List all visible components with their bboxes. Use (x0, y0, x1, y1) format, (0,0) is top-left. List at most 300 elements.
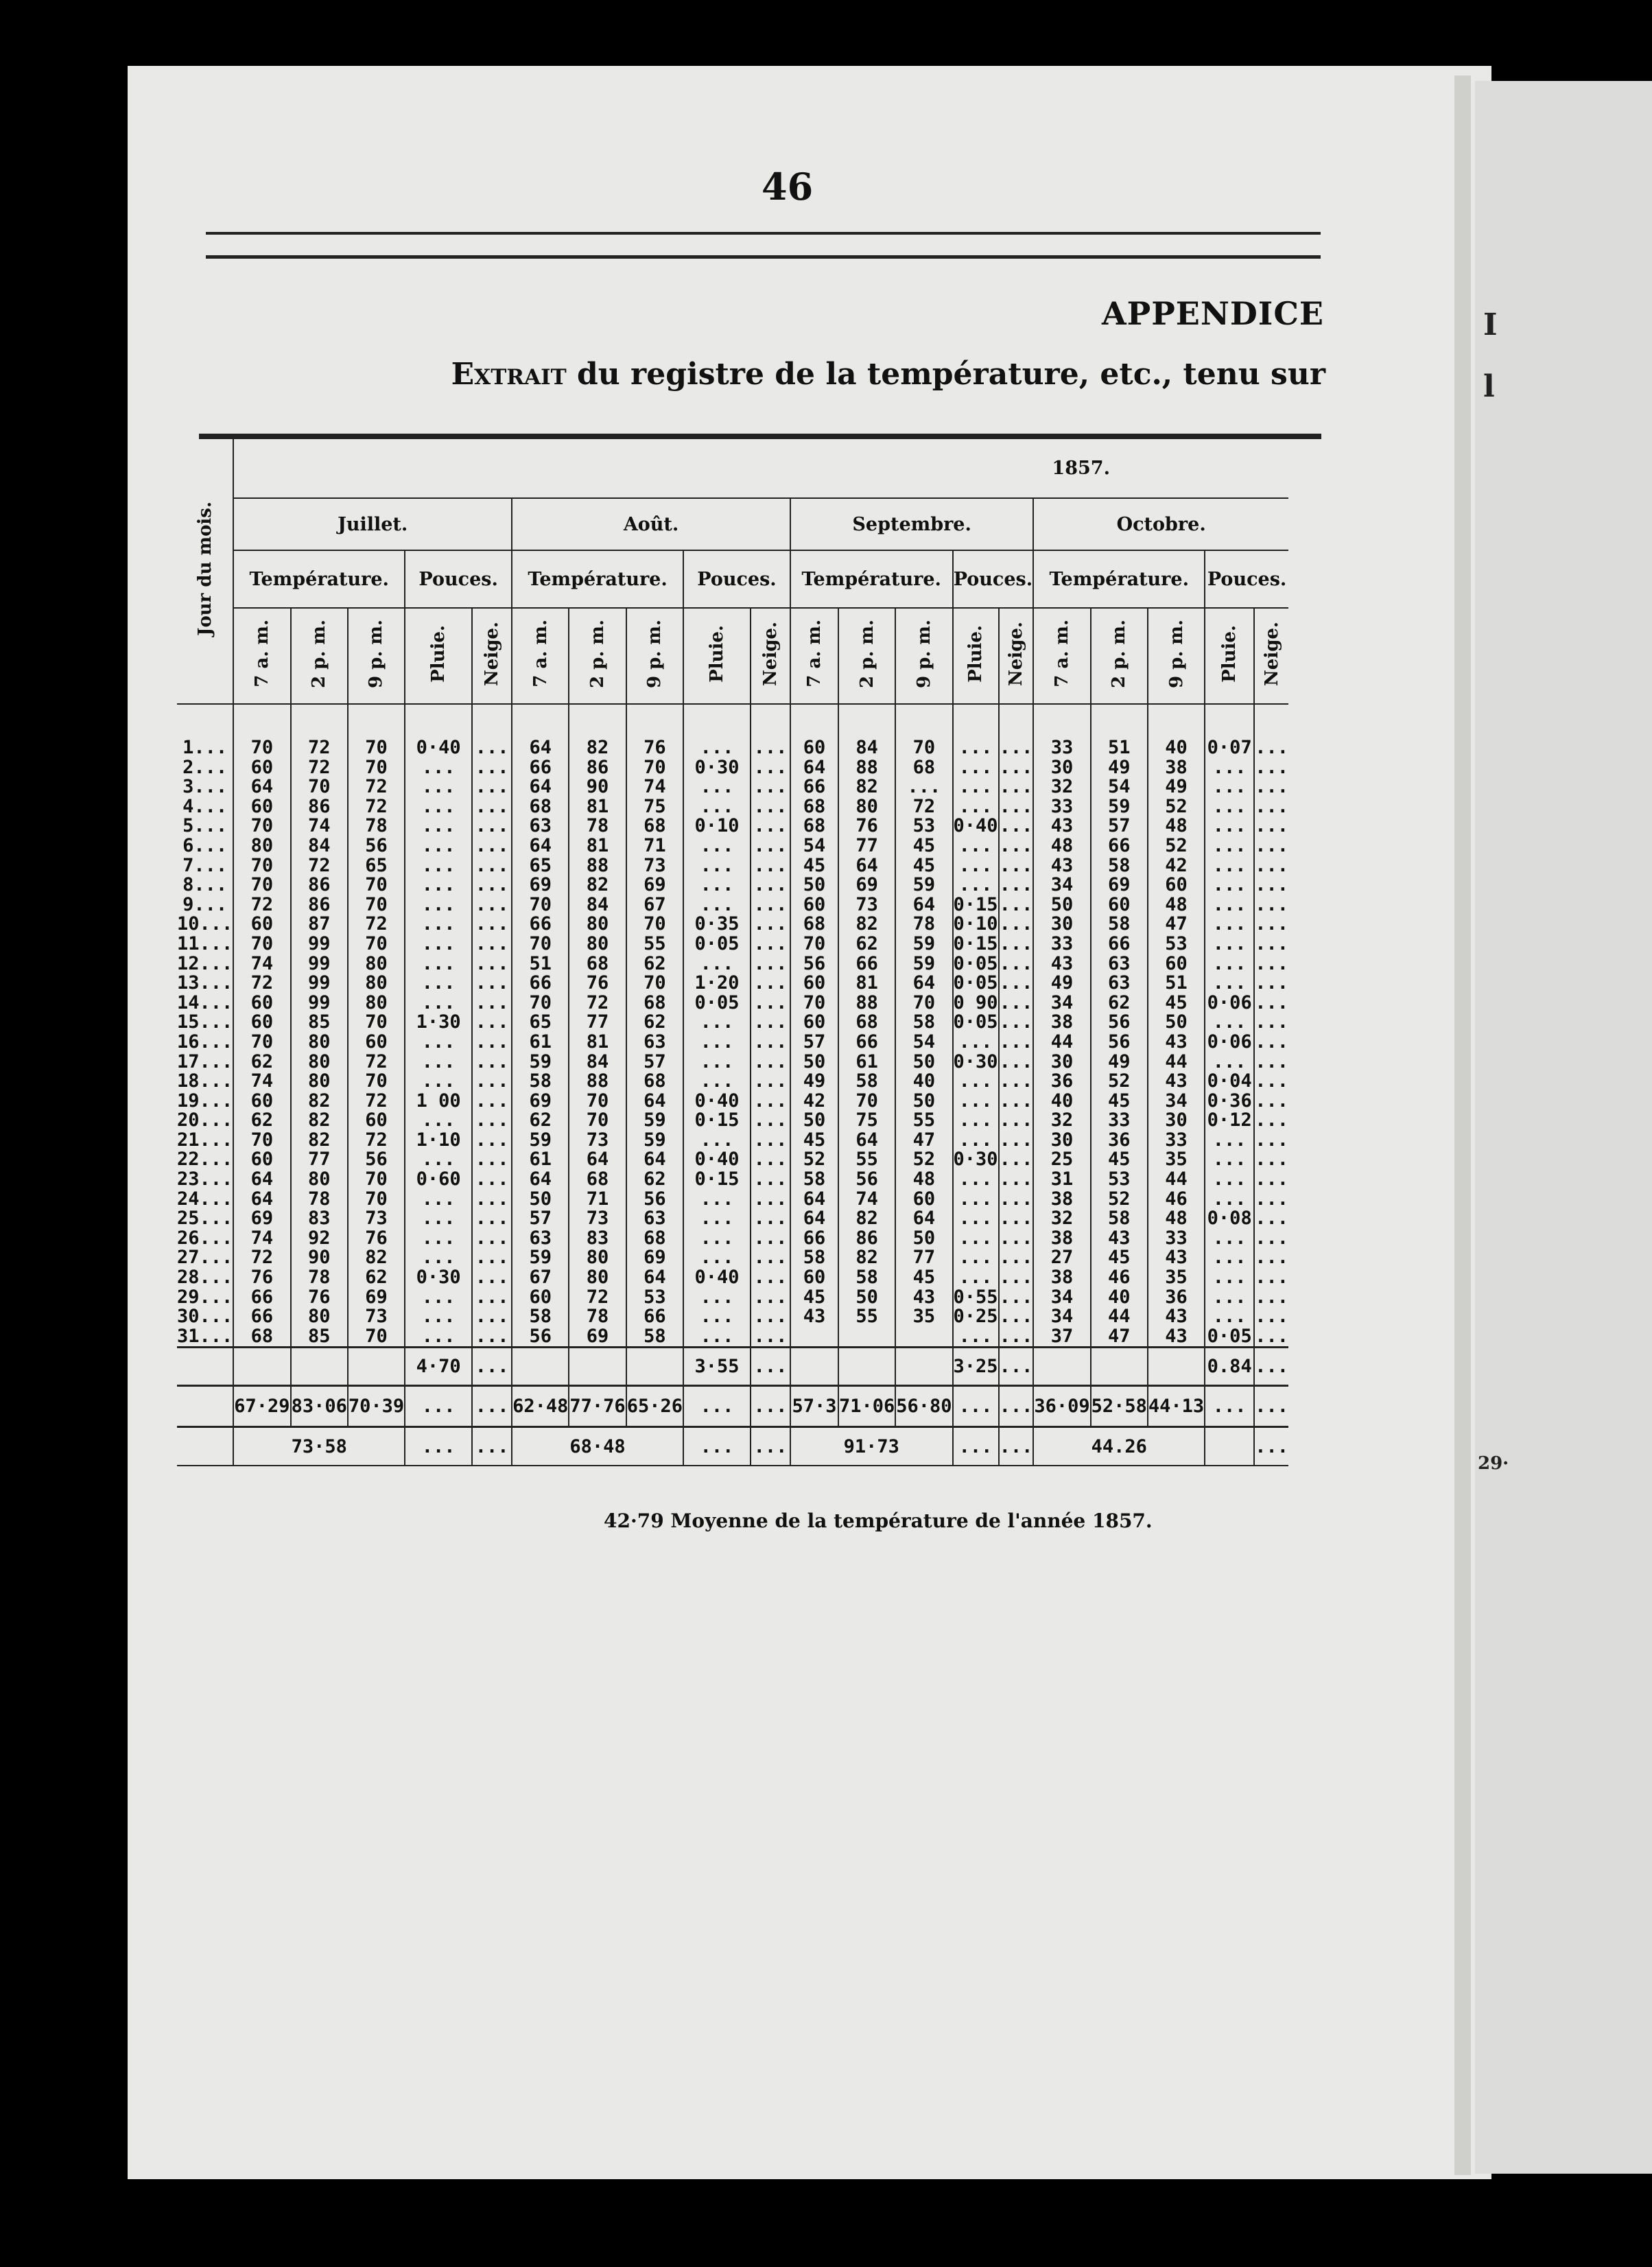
table-cell: ... (472, 1268, 512, 1288)
table-cell: ... (683, 856, 751, 876)
table-cell: ... (1255, 1090, 1288, 1112)
table-cell: 76 (569, 974, 626, 994)
table-cell: ... (999, 815, 1033, 837)
table-cell: 70 (626, 974, 683, 994)
table-cell: ... (999, 1031, 1033, 1053)
table-cell: 66 (512, 915, 569, 935)
table-cell: 1 00 (405, 1092, 472, 1112)
table-cell: 71 (626, 836, 683, 856)
table-cell: 69 (1091, 876, 1148, 895)
day-label: 25... (177, 1208, 233, 1230)
table-cell: ... (999, 1011, 1033, 1033)
overall-mean: 68·48 (512, 1427, 683, 1466)
table-cell: 0 90 (953, 991, 998, 1013)
table-cell: ... (999, 1050, 1033, 1072)
overall-pluie (1205, 1427, 1254, 1466)
table-cell: 0·07 (1205, 738, 1254, 758)
table-cell: 0·55 (953, 1286, 998, 1308)
table-cell: 27 (1033, 1248, 1090, 1268)
table-cell: 64 (512, 1170, 569, 1190)
table-cell: ... (1255, 874, 1288, 896)
table-cell: ... (751, 1150, 790, 1170)
table-cell: 82 (569, 738, 626, 758)
table-cell: 53 (1091, 1170, 1148, 1190)
table-cell: ... (751, 1013, 790, 1033)
table-cell: 70 (233, 935, 290, 954)
table-cell: 56 (1091, 1013, 1148, 1033)
table-cell: ... (472, 1209, 512, 1229)
table-cell: 52 (1148, 797, 1205, 817)
table-cell: 81 (838, 974, 895, 994)
facing-page (1475, 81, 1652, 2174)
day-label: 19... (177, 1090, 233, 1112)
table-cell: 72 (291, 758, 348, 778)
table-cell: 73 (348, 1209, 405, 1229)
table-cell: ... (999, 874, 1033, 896)
table-cell: ... (472, 1327, 512, 1348)
day-label: 7... (182, 854, 228, 876)
table-cell: 70 (348, 895, 405, 915)
table-cell: ... (472, 836, 512, 856)
table-cell: 43 (1033, 856, 1090, 876)
table-cell: 62 (626, 954, 683, 974)
table-cell: 85 (291, 1327, 348, 1348)
table-cell: 0·08 (1205, 1209, 1254, 1229)
table-cell: 82 (348, 1248, 405, 1268)
page-gutter (1454, 75, 1471, 2175)
caption-rest: du registre de la température, etc., tenu sur (566, 357, 1325, 392)
table-cell: 83 (569, 1229, 626, 1249)
table-cell: ... (751, 1268, 790, 1288)
table-cell: 68 (569, 954, 626, 974)
table-cell: 72 (348, 915, 405, 935)
table-cell: 58 (1091, 856, 1148, 876)
table-cell: 33 (1033, 935, 1090, 954)
table-cell: ... (953, 1131, 999, 1151)
table-cell: 42 (1148, 856, 1205, 876)
table-cell: 80 (838, 797, 895, 817)
table-cell: 70 (569, 1111, 626, 1131)
table-cell: 70 (512, 935, 569, 954)
table-cell: 77 (895, 1248, 952, 1268)
page-number: 46 (762, 165, 814, 209)
table-cell: 0·60 (405, 1170, 472, 1190)
table-cell: ... (999, 1208, 1033, 1230)
table-cell: ... (1205, 1307, 1254, 1327)
overall-pluie: ... (953, 1427, 999, 1466)
table-cell: ... (683, 954, 751, 974)
overall-pluie: ... (405, 1427, 472, 1466)
table-cell (790, 1327, 838, 1348)
table-cell: 48 (1148, 895, 1205, 915)
table-cell: 77 (569, 1013, 626, 1033)
day-label: 28... (177, 1267, 233, 1289)
overall-neige: ... (1254, 1427, 1288, 1466)
table-cell: 51 (512, 954, 569, 974)
facing-page-fragment: l (1483, 369, 1495, 404)
table-cell: 0·35 (683, 915, 751, 935)
table-cell: ... (1205, 954, 1254, 974)
table-cell: ... (405, 777, 472, 797)
day-label: 15... (177, 1011, 233, 1033)
table-cell: 40 (1033, 1092, 1090, 1112)
table-cell: 45 (895, 836, 952, 856)
table-cell: 34 (1033, 994, 1090, 1013)
table-cell: 62 (626, 1013, 683, 1033)
table-cell: 60 (790, 895, 838, 915)
table-cell: ... (999, 1070, 1033, 1092)
day-label: 26... (177, 1227, 233, 1249)
overall-neige: ... (999, 1427, 1034, 1466)
table-cell: ... (1205, 1190, 1254, 1210)
table-cell: ... (751, 797, 790, 817)
column-header: 7 a. m. (1051, 620, 1072, 688)
table-cell: 70 (895, 994, 952, 1013)
table-cell: 90 (569, 777, 626, 797)
table-cell: 38 (1033, 1229, 1090, 1249)
table-cell: ... (472, 1053, 512, 1072)
table-cell: 66 (838, 954, 895, 974)
table-cell: ... (1255, 991, 1288, 1013)
table-cell: ... (999, 1286, 1033, 1308)
table-cell: 78 (291, 1268, 348, 1288)
table-cell: 42 (790, 1092, 838, 1112)
table-cell: ... (999, 1325, 1033, 1347)
table-cell: 88 (838, 994, 895, 1013)
table-cell: 35 (895, 1307, 952, 1327)
table-cell: ... (999, 932, 1033, 954)
table-cell: ... (683, 1288, 751, 1308)
table-cell: ... (1205, 1150, 1254, 1170)
table-cell: 74 (291, 817, 348, 836)
table-cell: 87 (291, 915, 348, 935)
table-cell: ... (999, 1168, 1033, 1190)
table-cell: 63 (1091, 954, 1148, 974)
table-cell: ... (405, 1111, 472, 1131)
overall-neige: ... (751, 1427, 790, 1466)
table-cell: ... (953, 1268, 999, 1288)
table-cell: 63 (1091, 974, 1148, 994)
table-cell: 86 (291, 895, 348, 915)
day-column-header: Jour du mois. (194, 502, 215, 636)
table-cell: 68 (233, 1327, 290, 1348)
table-cell: 82 (838, 1248, 895, 1268)
mean-cell: 77·76 (569, 1386, 626, 1427)
table-cell: 43 (1148, 1307, 1205, 1327)
table-cell: 59 (626, 1131, 683, 1151)
column-header: Pluie. (428, 624, 449, 683)
table-cell: 62 (1091, 994, 1148, 1013)
table-cell: 43 (895, 1288, 952, 1308)
table-cell: ... (999, 991, 1033, 1013)
table-cell: ... (999, 756, 1033, 778)
table-cell: ... (405, 935, 472, 954)
table-cell: 60 (233, 1150, 290, 1170)
table-cell: ... (405, 856, 472, 876)
table-cell: 73 (626, 856, 683, 876)
table-cell: ... (953, 1092, 999, 1112)
table-cell: 71 (569, 1190, 626, 1210)
table-cell: ... (472, 935, 512, 954)
table-cell: ... (405, 1229, 472, 1249)
table-cell: 70 (348, 1190, 405, 1210)
table-cell: 81 (569, 1033, 626, 1053)
table-cell: 65 (348, 856, 405, 876)
table-cell: 66 (1091, 935, 1148, 954)
table-cell: 66 (626, 1307, 683, 1327)
table-cell: ... (1255, 1109, 1288, 1131)
table-cell: 0·15 (953, 893, 998, 915)
day-label: 2... (182, 756, 228, 778)
table-cell: 99 (291, 974, 348, 994)
table-cell: 78 (569, 1307, 626, 1327)
table-cell: 60 (1148, 876, 1205, 895)
table-cell: 37 (1033, 1327, 1090, 1348)
table-cell: 48 (895, 1170, 952, 1190)
table-cell: 68 (626, 1229, 683, 1249)
table-cell: ... (405, 915, 472, 935)
overall-mean: 44.26 (1033, 1427, 1205, 1466)
table-cell: 59 (895, 935, 952, 954)
table-cell: 68 (512, 797, 569, 817)
table-cell: ... (1255, 1050, 1288, 1072)
day-label: 31... (177, 1325, 233, 1347)
table-cell: ... (953, 856, 999, 876)
year-header: 1857. (233, 439, 1288, 498)
table-cell: 74 (626, 777, 683, 797)
table-cell: ... (472, 876, 512, 895)
column-header: 9 p. m. (913, 619, 934, 688)
table-cell: 33 (1033, 797, 1090, 817)
column-header: Neige. (1261, 621, 1282, 686)
mean-cell: 57·3 (790, 1386, 838, 1427)
table-cell: ... (751, 856, 790, 876)
table-cell: ... (683, 1248, 751, 1268)
table-top-rule (199, 434, 1321, 439)
table-cell: 73 (348, 1307, 405, 1327)
table-cell: 0·05 (1205, 1327, 1254, 1348)
table-cell: ... (999, 834, 1033, 856)
table-cell: ... (1255, 1208, 1288, 1230)
mean-cell: 44·13 (1148, 1386, 1205, 1427)
table-cell: 78 (895, 915, 952, 935)
table-cell: 52 (1091, 1190, 1148, 1210)
table-cell: ... (683, 1229, 751, 1249)
total-neige: ... (472, 1348, 512, 1386)
table-cell: 56 (790, 954, 838, 974)
table-cell: 60 (1148, 954, 1205, 974)
day-label: 22... (177, 1149, 233, 1171)
table-cell: 44 (1148, 1170, 1205, 1190)
table-cell: ... (472, 1229, 512, 1249)
table-cell: 70 (233, 876, 290, 895)
table-cell: ... (1255, 815, 1288, 837)
table-cell: 84 (569, 1053, 626, 1072)
column-header: 2 p. m. (1109, 619, 1130, 688)
table-cell: 63 (626, 1209, 683, 1229)
table-cell: 70 (626, 758, 683, 778)
table-cell: 72 (348, 797, 405, 817)
table-cell: 70 (233, 817, 290, 836)
table-cell: 49 (790, 1072, 838, 1092)
table-cell: 54 (1091, 777, 1148, 797)
table-cell: 70 (838, 1092, 895, 1112)
table-cell: 64 (895, 895, 952, 915)
table-cell: ... (1205, 895, 1254, 915)
table-cell: 34 (1033, 1288, 1090, 1308)
month-header: Août. (512, 498, 790, 550)
annual-mean-note: 42·79 Moyenne de la température de l'année 1857. (604, 1510, 1153, 1532)
table-cell: 51 (1091, 738, 1148, 758)
total-neige: ... (751, 1348, 790, 1386)
table-cell: ... (751, 876, 790, 895)
pouces-group-header: Pouces. (405, 550, 512, 608)
table-cell: ... (999, 1267, 1033, 1289)
table-cell: 64 (895, 1209, 952, 1229)
table-cell: 77 (291, 1150, 348, 1170)
table-cell: ... (1205, 777, 1254, 797)
table-cell: ... (999, 893, 1033, 915)
table-cell: 50 (1033, 895, 1090, 915)
table-cell: ... (953, 1072, 999, 1092)
table-cell: ... (405, 758, 472, 778)
table-cell: 66 (512, 974, 569, 994)
table-cell: 68 (626, 1072, 683, 1092)
table-cell: 82 (838, 915, 895, 935)
table-cell: 56 (1091, 1033, 1148, 1053)
table-cell: 69 (348, 1288, 405, 1308)
table-cell: ... (1255, 1247, 1288, 1269)
table-cell: ... (895, 777, 952, 797)
table-cell: ... (999, 913, 1033, 935)
overall-mean: 73·58 (233, 1427, 405, 1466)
table-cell: 60 (233, 915, 290, 935)
table-cell: 0·40 (683, 1092, 751, 1112)
table-cell: ... (1255, 1149, 1288, 1171)
table-cell: 45 (1148, 994, 1205, 1013)
table-cell: ... (1255, 1267, 1288, 1289)
total-neige: ... (999, 1348, 1034, 1386)
pouces-group-header: Pouces. (1205, 550, 1288, 608)
table-cell: ... (1255, 756, 1288, 778)
table-cell: 57 (1091, 817, 1148, 836)
table-cell: ... (472, 915, 512, 935)
table-cell: 82 (291, 1092, 348, 1112)
table-cell: 46 (1091, 1268, 1148, 1288)
table-cell: 52 (1091, 1072, 1148, 1092)
table-cell: ... (683, 1190, 751, 1210)
table-cell: 58 (790, 1170, 838, 1190)
table-cell: 72 (233, 1248, 290, 1268)
table-cell: 0·05 (953, 1011, 998, 1033)
column-header: Pluie. (706, 624, 727, 683)
table-cell: 82 (291, 1131, 348, 1151)
table-cell: 60 (348, 1033, 405, 1053)
table-cell: 58 (790, 1248, 838, 1268)
table-cell: 67 (626, 895, 683, 915)
table-cell: ... (953, 758, 999, 778)
table-cell: 76 (838, 817, 895, 836)
table-cell: ... (1255, 913, 1288, 935)
column-header: 2 p. m. (587, 619, 609, 688)
table-cell: 47 (1091, 1327, 1148, 1348)
table-cell: 0·40 (683, 1268, 751, 1288)
table-cell: 70 (348, 1013, 405, 1033)
table-cell: 62 (348, 1268, 405, 1288)
table-cell: ... (953, 797, 999, 817)
table-cell: ... (472, 777, 512, 797)
table-cell: 64 (790, 758, 838, 778)
table-cell: 0·30 (953, 1149, 998, 1171)
column-header: 9 p. m. (644, 619, 665, 688)
table-cell: 38 (1148, 758, 1205, 778)
table-cell: 45 (1091, 1248, 1148, 1268)
table-cell: 0·04 (1205, 1072, 1254, 1092)
table-cell: ... (751, 954, 790, 974)
table-cell: 54 (790, 836, 838, 856)
table-cell: ... (405, 1190, 472, 1210)
table-cell: 68 (895, 758, 952, 778)
table-cell: ... (751, 994, 790, 1013)
table-cell: 78 (348, 817, 405, 836)
table-cell: ... (683, 1072, 751, 1092)
table-cell: ... (472, 1072, 512, 1092)
table-cell: 60 (233, 758, 290, 778)
table-cell: 72 (569, 994, 626, 1013)
table-cell: ... (751, 915, 790, 935)
table-cell: ... (999, 795, 1033, 817)
table-cell: ... (1255, 1070, 1288, 1092)
table-cell: 70 (348, 935, 405, 954)
table-cell: 40 (1148, 738, 1205, 758)
table-cell: 43 (1148, 1033, 1205, 1053)
table-cell: 50 (838, 1288, 895, 1308)
table-cell: 43 (1091, 1229, 1148, 1249)
table-cell: 50 (895, 1092, 952, 1112)
table-cell: ... (1205, 915, 1254, 935)
column-header: 7 a. m. (803, 620, 825, 688)
table-cell: 69 (626, 876, 683, 895)
column-header: Pluie. (1219, 624, 1240, 683)
day-label: 20... (177, 1109, 233, 1131)
table-cell: 0·12 (1205, 1111, 1254, 1131)
table-cell: ... (405, 1072, 472, 1092)
table-cell: ... (953, 1111, 999, 1131)
table-cell: 74 (838, 1190, 895, 1210)
table-cell: 58 (1091, 1209, 1148, 1229)
table-cell: 82 (569, 876, 626, 895)
table-cell: 81 (569, 797, 626, 817)
table-cell: 61 (512, 1033, 569, 1053)
day-label: 6... (182, 834, 228, 856)
table-cell: ... (683, 836, 751, 856)
table-cell: 60 (895, 1190, 952, 1210)
table-cell: ... (405, 1053, 472, 1072)
table-cell: 0·15 (683, 1111, 751, 1131)
table-cell: 30 (1033, 758, 1090, 778)
table-cell: ... (1255, 1129, 1288, 1151)
table-cell: ... (405, 797, 472, 817)
table-cell: ... (953, 1190, 999, 1210)
table-cell: 80 (569, 1248, 626, 1268)
column-header: 2 p. m. (856, 619, 877, 688)
table-cell: ... (472, 1248, 512, 1268)
table-cell: 80 (569, 915, 626, 935)
table-cell: ... (1255, 1188, 1288, 1210)
table-cell: ... (1205, 1013, 1254, 1033)
table-cell: 62 (233, 1111, 290, 1131)
mean-pluie: ... (405, 1386, 472, 1427)
